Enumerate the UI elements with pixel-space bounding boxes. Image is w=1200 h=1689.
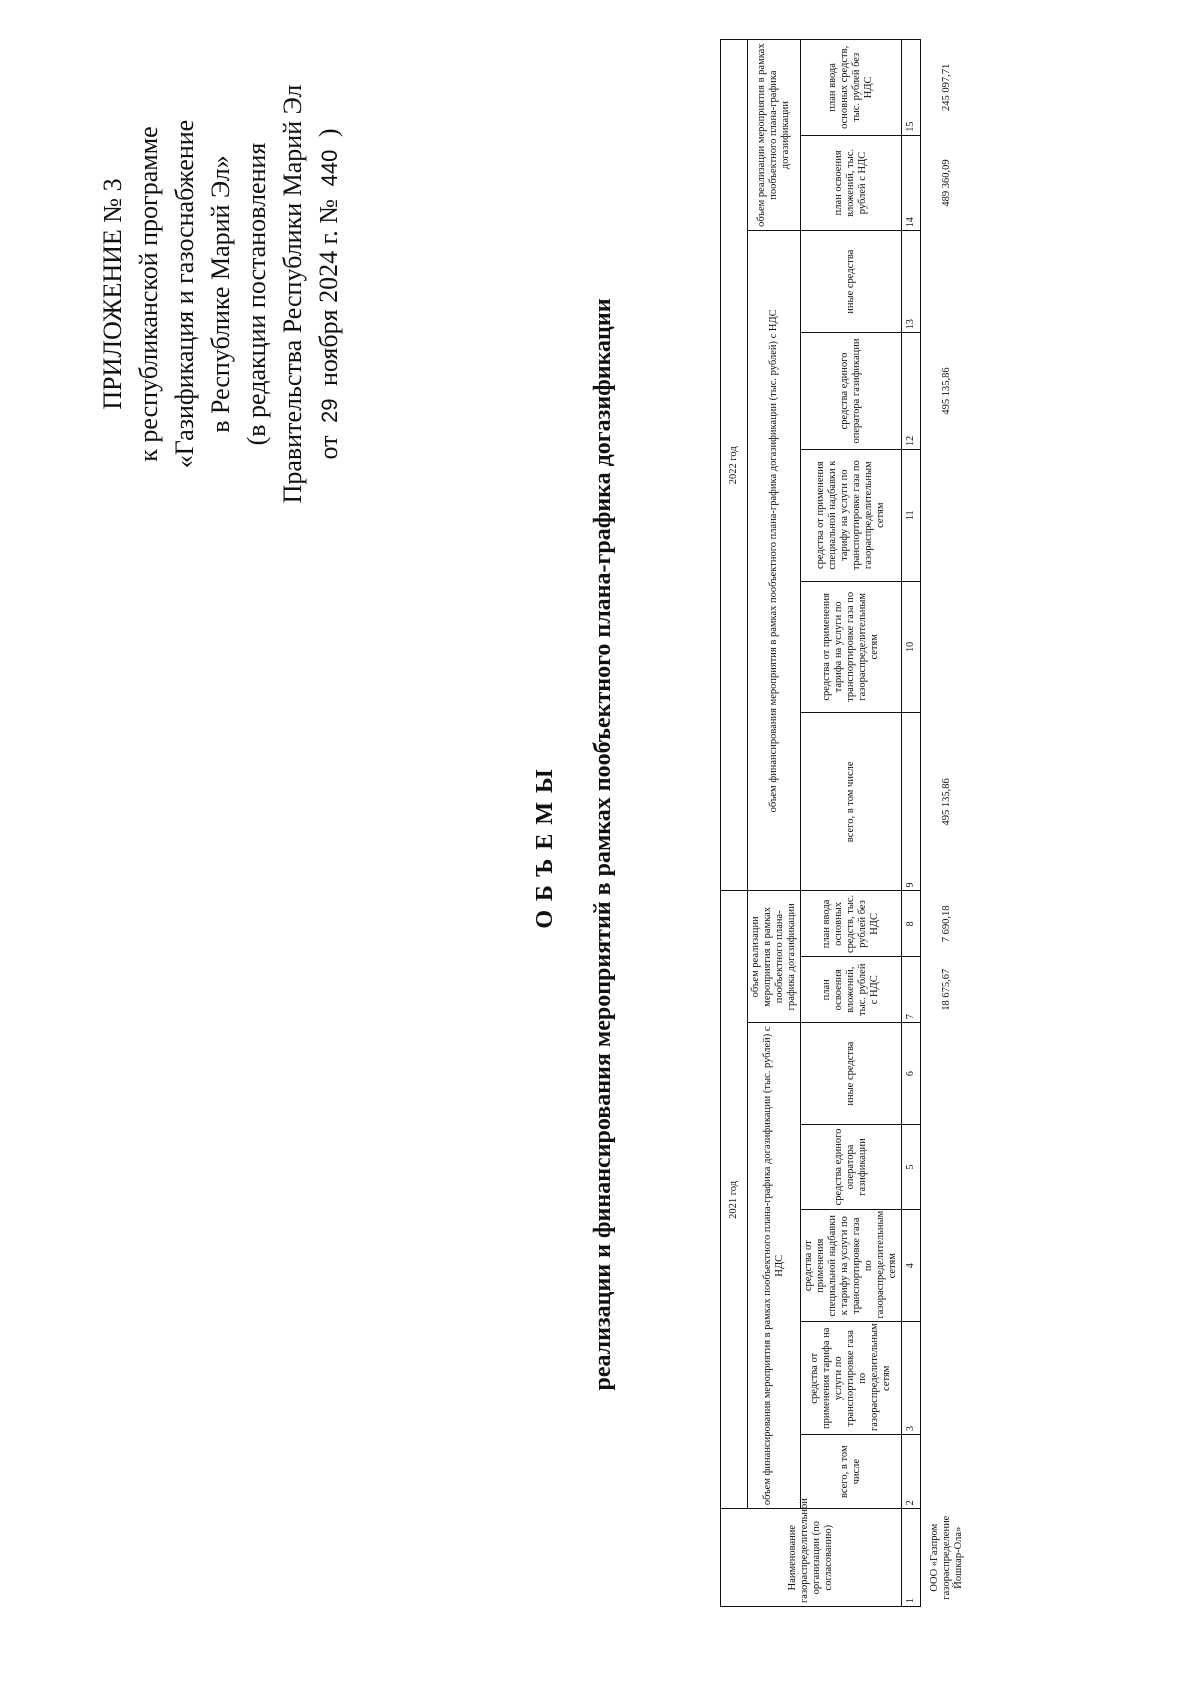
year-2021-header: 2021 год <box>721 891 748 1509</box>
close-paren: ) <box>314 128 343 138</box>
table-row <box>921 40 974 1607</box>
value-cell: 18 675,67 <box>941 968 952 1011</box>
col-surcharge-2021: средства от применения специальной надбавки к тарифу на услуги по транспортировке газа по газораспределительным сетям <box>801 1209 902 1322</box>
col-other-2022: иные средства <box>801 231 902 333</box>
appendix-line: в Республике Марий Эл» <box>206 155 235 433</box>
appendix-line: «Газификация и газоснабжение <box>170 119 199 469</box>
column-number-row <box>902 40 921 1607</box>
document-subtitle: реализации и финансирования мероприятий в рамках пообъектного плана-графика догазификации <box>590 298 616 1391</box>
header-row-groups <box>748 40 801 1607</box>
col-assets-2022: план ввода основных средств, тыс. рублей без НДС <box>801 40 902 136</box>
org-name-cell: ООО «Газпром газораспределение Йошкар-Ола» <box>929 1515 964 1600</box>
col-number: 15 <box>902 40 921 136</box>
appendix-line: Правительства Республики Марий Эл <box>278 84 307 504</box>
date-prefix: от <box>314 435 343 460</box>
col-number: 14 <box>902 135 921 231</box>
col-operator-2022: средства единого оператора газификации <box>801 333 902 450</box>
col-number: 6 <box>902 1023 921 1125</box>
value-cell <box>921 1322 974 1435</box>
value-cell: 495 135,86 <box>941 778 952 826</box>
appendix-line: к республиканской программе <box>134 126 163 462</box>
col-number: 11 <box>902 449 921 581</box>
col-number: 9 <box>902 713 921 891</box>
col-operator-2021: средства единого оператора газификации <box>801 1125 902 1210</box>
col-number: 5 <box>902 1125 921 1210</box>
financing-group-2022: объем финансирования мероприятия в рамках пообъектного плана-графика догазификации (тыс. рублей) с НДС <box>748 231 801 891</box>
value-cell <box>921 581 974 713</box>
appendix-line: ПРИЛОЖЕНИЕ № 3 <box>98 178 127 410</box>
year-2022-header: 2022 год <box>721 40 748 892</box>
date-middle: ноября 2024 г. № <box>314 198 343 386</box>
appendix-line: (в редакции постановления <box>242 142 271 446</box>
col-total-2021: всего, в том числе <box>801 1435 902 1509</box>
col-number: 1 <box>902 1509 921 1607</box>
decree-number: 440 <box>317 149 342 187</box>
value-cell <box>921 1209 974 1322</box>
col-number: 12 <box>902 333 921 450</box>
col-number: 3 <box>902 1322 921 1435</box>
value-cell <box>921 1023 974 1125</box>
header-row-columns <box>801 40 902 1607</box>
col-surcharge-2022: средства от применения специальной надбавки к тарифу на услуги по транспортировке газа по газораспределительным сетям <box>801 449 902 581</box>
appendix-date-line <box>311 59 348 529</box>
value-cell <box>921 1125 974 1210</box>
appendix-block <box>95 59 348 529</box>
col-number: 13 <box>902 231 921 333</box>
col-number: 7 <box>902 957 921 1023</box>
col-number: 8 <box>902 891 921 957</box>
col-capex-2022: план освоения вложений, тыс. рублей с НДС <box>801 135 902 231</box>
col-tariff-2021: средства от применения тарифа на услуги по транспортировке газа по газораспределительным сетям <box>801 1322 902 1435</box>
col-number: 4 <box>902 1209 921 1322</box>
document-title: ОБЪЕМЫ <box>532 760 558 929</box>
value-cell <box>921 1435 974 1509</box>
realization-group-2022: объем реализации мероприятия в рамках пообъектного плана-графика догазификации <box>748 40 801 231</box>
financing-group-2021: объем финансирования мероприятия в рамках пообъектного плана-графика догазификации (тыс. рублей) с НДС <box>748 1023 801 1509</box>
col-other-2021: иные средства <box>801 1023 902 1125</box>
value-cell: 7 690,18 <box>941 905 952 943</box>
col-tariff-2022: средства от применения тарифа на услуги по транспортировке газа по газораспределительным сетям <box>801 581 902 713</box>
realization-group-2021: объем реализации мероприятия в рамках пообъектного плана-графика догазификации <box>748 891 801 1023</box>
col-capex-2021: план освоения вложений, тыс. рублей с НДС <box>801 957 902 1023</box>
value-cell <box>921 231 974 333</box>
value-cell: 489 360,09 <box>941 159 952 207</box>
col-number: 2 <box>902 1435 921 1509</box>
col-number: 10 <box>902 581 921 713</box>
value-cell: 495 135,86 <box>941 367 952 415</box>
org-header: Наименование газораспределительной организации (по согласованию) <box>721 1509 902 1607</box>
col-assets-2021: план ввода основных средств, тыс. рублей без НДС <box>801 891 902 957</box>
value-cell <box>921 449 974 581</box>
volumes-table <box>720 39 973 1607</box>
header-row-years <box>721 40 748 1607</box>
volumes-table-wrap <box>720 39 973 1607</box>
value-cell: 245 097,71 <box>941 63 952 111</box>
date-day: 29 <box>317 398 342 423</box>
col-total-2022: всего, в том числе <box>801 713 902 891</box>
